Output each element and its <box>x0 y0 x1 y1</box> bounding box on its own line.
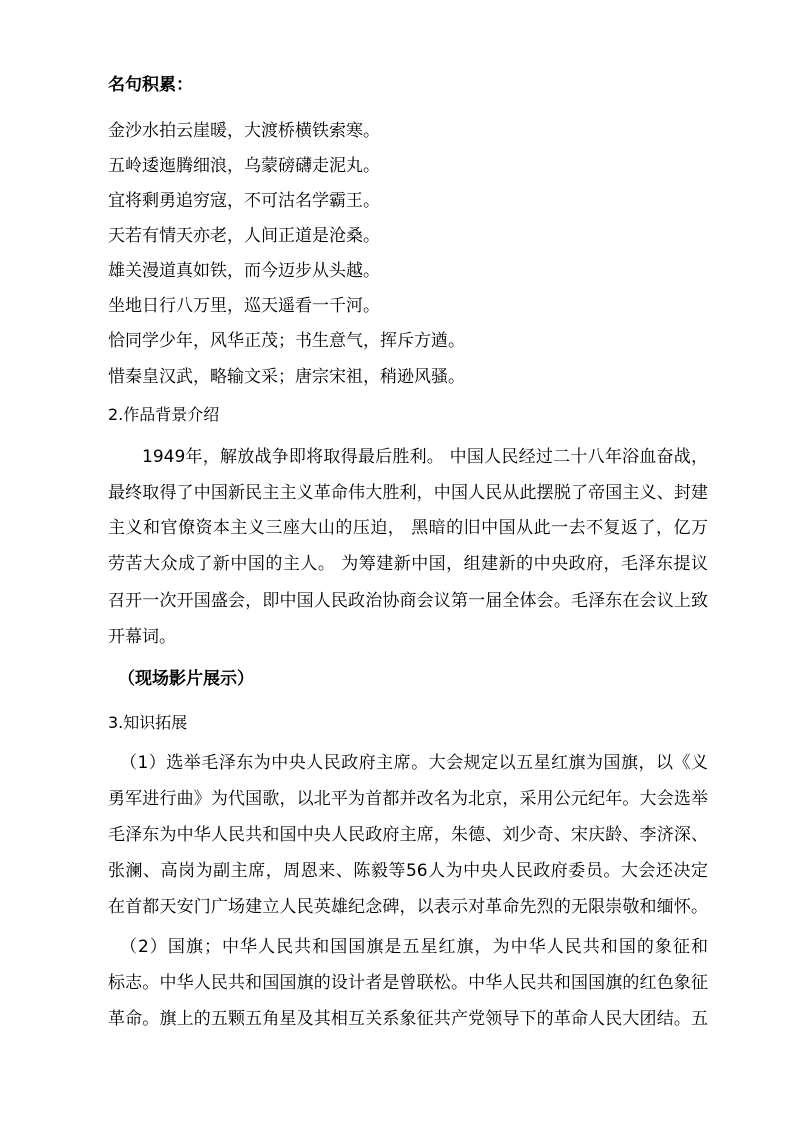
paragraph-line: 勇军进行曲》为代国歌，以北平为首都并改名为北京，采用公元纪年。大会选举 <box>108 789 708 809</box>
paragraph-line: 1949年，解放战争即将取得最后胜利。 中国人民经过二十八年浴血奋战， <box>142 447 708 467</box>
quote-line: 金沙水拍云崖暖，大渡桥横铁索寒。 <box>108 121 380 141</box>
paragraph-line: （1）选举毛泽东为中央人民政府主席。大会规定以五星红旗为国旗，以《义 <box>120 753 708 773</box>
paragraph-line: 主义和官僚资本主义三座大山的压迫， 黑暗的旧中国从此一去不复返了，亿万 <box>108 518 708 538</box>
paragraph-line: 张澜、高岗为副主席，周恩来、陈毅等56人为中央人民政府委员。大会还决定 <box>108 861 708 881</box>
quote-line: 天若有情天亦老，人间正道是沧桑。 <box>108 226 380 246</box>
paragraph-line: （2）国旗；中华人民共和国国旗是五星红旗，为中华人民共和国的象征和 <box>120 937 708 957</box>
quote-line: 五岭逶迤腾细浪，乌蒙磅礴走泥丸。 <box>108 156 380 176</box>
section-3-title: 3.知识拓展 <box>108 713 188 732</box>
quote-line: 宜将剩勇追穷寇，不可沽名学霸王。 <box>108 191 380 211</box>
paragraph-line: 最终取得了中国新民主主义革命伟大胜利，中国人民从此摆脱了帝国主义、封建 <box>108 483 708 503</box>
paragraph-line: 劳苦大众成了新中国的主人。 为筹建新中国，组建新的中央政府，毛泽东提议 <box>108 554 708 574</box>
paragraph-line: 在首都天安门广场建立人民英雄纪念碑，以表示对革命先烈的无限崇敬和缅怀。 <box>108 897 708 917</box>
quote-line: 雄关漫道真如铁，而今迈步从头越。 <box>108 261 380 281</box>
section-2-title: 2.作品背景介绍 <box>108 405 220 424</box>
paragraph-line: 召开一次开国盛会，即中国人民政治协商会议第一届全体会。毛泽东在会议上致 <box>108 591 708 611</box>
video-note: （现场影片展示） <box>118 669 254 689</box>
quotes-heading: 名句积累： <box>108 75 193 95</box>
quote-line: 坐地日行八万里，巡天遥看一千河。 <box>108 296 380 316</box>
quote-line: 恰同学少年，风华正茂；书生意气，挥斥方遒。 <box>108 331 465 351</box>
paragraph-line: 开幕词。 <box>108 627 176 647</box>
paragraph-line: 革命。旗上的五颗五角星及其相互关系象征共产党领导下的革命人民大团结。五 <box>108 1009 708 1029</box>
paragraph-line: 标志。中华人民共和国国旗的设计者是曾联松。中华人民共和国国旗的红色象征 <box>108 973 708 993</box>
quote-line: 惜秦皇汉武，略输文采；唐宗宋祖，稍逊风骚。 <box>108 367 465 387</box>
paragraph-line: 毛泽东为中华人民共和国中央人民政府主席，朱德、刘少奇、宋庆龄、李济深、 <box>108 825 708 845</box>
